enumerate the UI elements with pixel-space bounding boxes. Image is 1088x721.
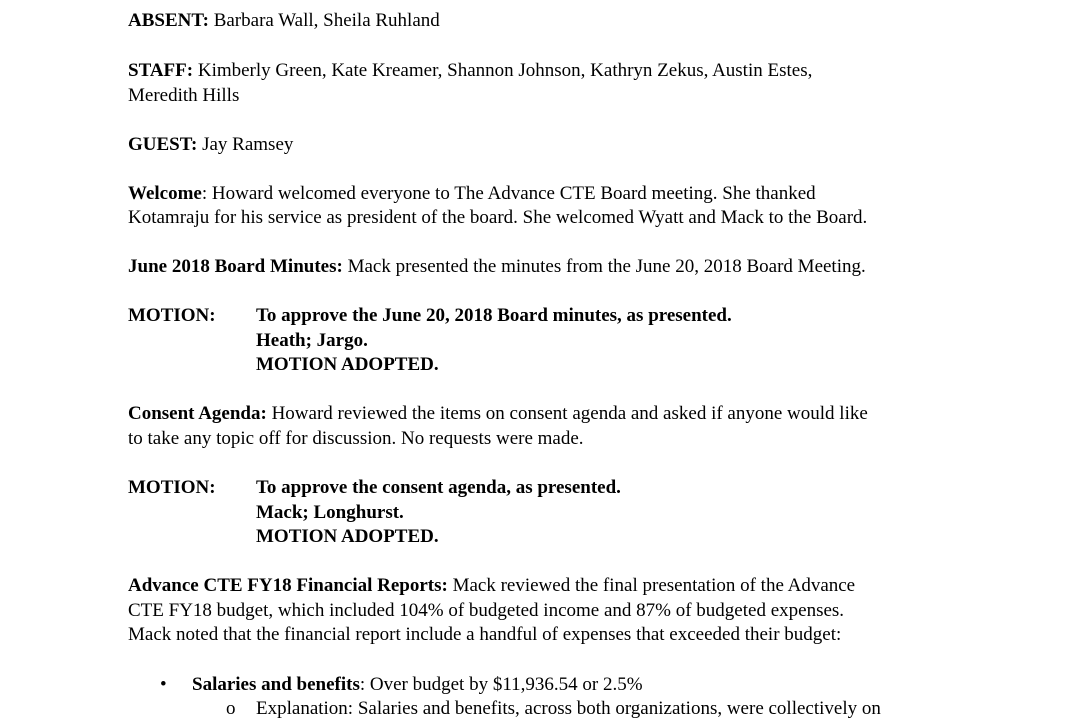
welcome-line-2: Kotamraju for his service as president of the board. She welcomed Wyatt and Mack to the Board. <box>128 207 868 228</box>
guest-text: Jay Ramsey <box>197 134 294 155</box>
financial-line-2: CTE FY18 budget, which included 104% of budgeted income and 87% of budgeted expenses. <box>128 600 845 621</box>
absent-text: Barbara Wall, Sheila Ruhland <box>208 10 440 31</box>
guest-label: GUEST: <box>128 134 198 155</box>
bullet-text: : Over budget by $11,936.54 or 2.5% <box>359 674 643 695</box>
staff-label: STAFF: <box>128 60 194 81</box>
guest-line <box>128 133 293 157</box>
bullet-marker: • <box>160 674 167 695</box>
staff-line-2: Meredith Hills <box>128 85 240 106</box>
motion-2-label: MOTION: <box>128 477 216 498</box>
absent-line <box>128 9 440 33</box>
consent-line-1 <box>128 402 868 426</box>
june-minutes-line <box>128 255 866 279</box>
motion-2-movers: Mack; Longhurst. <box>256 502 404 523</box>
motion-1-label: MOTION: <box>128 305 216 326</box>
motion-1-movers: Heath; Jargo. <box>256 330 368 351</box>
june-minutes-text: Mack presented the minutes from the June 20, 2018 Board Meeting. <box>342 256 866 277</box>
consent-text-1: Howard reviewed the items on consent agenda and asked if anyone would like <box>266 403 868 424</box>
motion-2-text: To approve the consent agenda, as presented. <box>256 477 621 498</box>
motion-2-result: MOTION ADOPTED. <box>256 526 439 547</box>
motion-1-result: MOTION ADOPTED. <box>256 354 439 375</box>
sub-bullet-marker: o <box>226 698 236 719</box>
consent-line-2: to take any topic off for discussion. No requests were made. <box>128 428 584 449</box>
consent-label: Consent Agenda: <box>128 403 267 424</box>
welcome-text-1: : Howard welcomed everyone to The Advance CTE Board meeting. She thanked <box>201 183 816 204</box>
sub-bullet-text: Explanation: Salaries and benefits, across both organizations, were collectively on <box>256 698 881 719</box>
staff-text-1: Kimberly Green, Kate Kreamer, Shannon Johnson, Kathryn Zekus, Austin Estes, <box>193 60 813 81</box>
motion-1-text: To approve the June 20, 2018 Board minutes, as presented. <box>256 305 732 326</box>
financial-line-1 <box>128 574 855 598</box>
bullet-item <box>192 673 643 697</box>
absent-label: ABSENT: <box>128 10 209 31</box>
financial-label: Advance CTE FY18 Financial Reports: <box>128 575 448 596</box>
bullet-label: Salaries and benefits <box>192 674 360 695</box>
staff-line-1 <box>128 59 812 83</box>
welcome-line-1 <box>128 182 816 206</box>
financial-line-3: Mack noted that the financial report include a handful of expenses that exceeded their budget: <box>128 624 842 645</box>
june-minutes-label: June 2018 Board Minutes: <box>128 256 343 277</box>
financial-text-1: Mack reviewed the final presentation of the Advance <box>447 575 856 596</box>
welcome-label: Welcome <box>128 183 202 204</box>
